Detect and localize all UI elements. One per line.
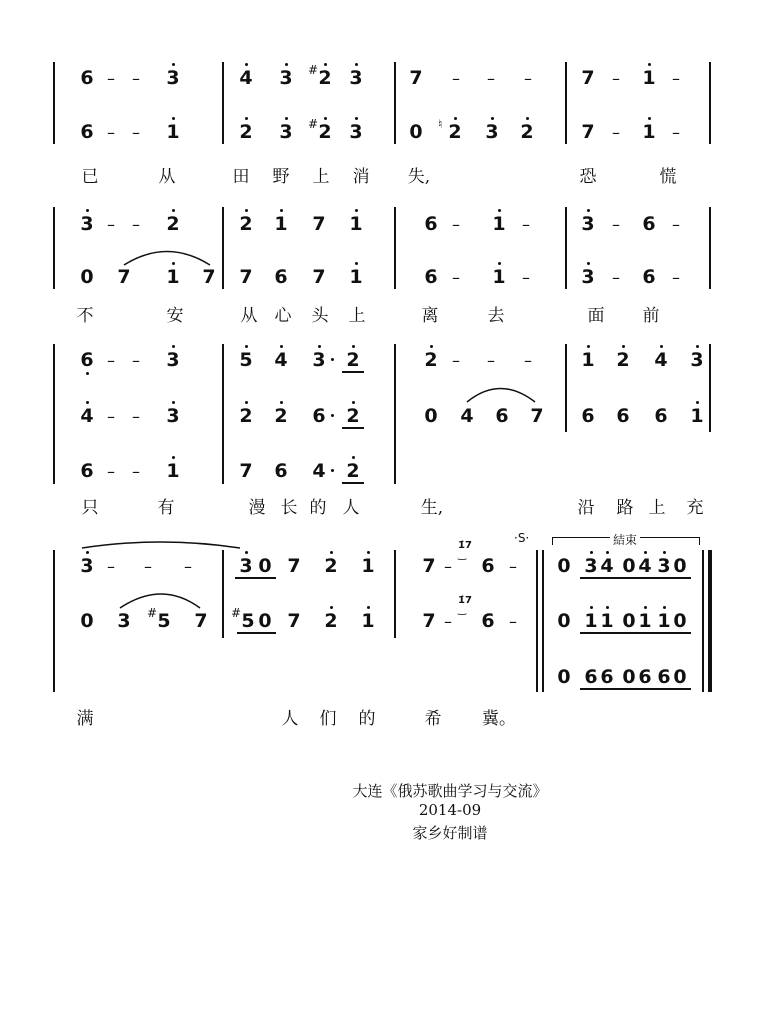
note: 6 <box>424 266 438 288</box>
note: 3 <box>345 123 367 142</box>
dash: – <box>444 612 452 631</box>
note: 2 <box>342 351 364 373</box>
note: 4 <box>270 351 292 370</box>
dash: – <box>524 69 532 88</box>
dash: – <box>107 462 115 481</box>
lyric-syllable: 上 <box>648 498 666 518</box>
dash: – <box>452 268 460 287</box>
credit-date: 2014-09 <box>418 801 482 819</box>
note: 1 <box>638 123 660 142</box>
note: 0 <box>80 610 94 632</box>
dash: – <box>509 612 517 631</box>
note: 3 <box>308 351 330 370</box>
note: 3 <box>162 351 184 370</box>
note: 7 <box>312 266 326 288</box>
lyric-syllable: 头 <box>311 306 329 326</box>
lyric-syllable: 消 <box>352 167 370 187</box>
dash: – <box>672 123 680 142</box>
note: 6 <box>642 266 656 288</box>
note: 7 <box>202 266 216 288</box>
note: 4 <box>235 69 257 88</box>
note: 6 <box>274 460 288 482</box>
lyric-syllable: 人 <box>281 709 299 729</box>
note: 7 <box>287 555 301 577</box>
note: 1 <box>162 462 184 481</box>
dash: – <box>184 557 192 576</box>
note: 6 <box>76 351 98 370</box>
note: 2 <box>342 407 364 429</box>
note: 1 <box>357 557 379 576</box>
dash: – <box>132 215 140 234</box>
note: 0 <box>557 610 571 632</box>
note: 1 <box>488 268 510 287</box>
note: ♮ 2 <box>438 117 462 143</box>
note: 0 <box>618 668 640 690</box>
note: 6 <box>581 405 595 427</box>
note: 2 <box>235 407 257 426</box>
note: 0 <box>254 557 276 579</box>
note: 2 <box>270 407 292 426</box>
note: 1 <box>577 351 599 370</box>
note: 0 <box>424 405 438 427</box>
dash: – <box>612 69 620 88</box>
note: 0 <box>557 555 571 577</box>
note: 1 <box>686 407 708 426</box>
slur <box>467 389 535 403</box>
note: 6 <box>481 555 495 577</box>
note: 2 <box>612 351 634 370</box>
lyric-syllable: 生, <box>420 498 444 518</box>
note: 1 <box>634 612 656 634</box>
note: 4 <box>650 351 672 370</box>
note: 6 <box>80 121 94 143</box>
lyric-syllable: 前 <box>642 306 660 326</box>
note: 0 <box>80 266 94 288</box>
dash: – <box>132 351 140 370</box>
note: 6 <box>80 67 94 89</box>
lyric-syllable: 希 <box>424 709 442 729</box>
note: 7 <box>312 213 326 235</box>
note: # 5 <box>147 606 171 632</box>
dash: – <box>524 351 532 370</box>
slur <box>120 594 200 608</box>
note: 3 <box>162 407 184 426</box>
note: 1 <box>162 123 184 142</box>
dash: – <box>612 268 620 287</box>
dash: – <box>107 215 115 234</box>
lyric-syllable: 上 <box>312 167 330 187</box>
note: 7 <box>422 555 436 577</box>
note: 1 <box>596 612 618 634</box>
note: 3 <box>275 69 297 88</box>
note: 6 <box>642 213 656 235</box>
note: 3 <box>76 557 98 576</box>
lyric-syllable: 失, <box>407 167 431 187</box>
lyric-syllable: 安 <box>166 306 184 326</box>
dash: – <box>672 268 680 287</box>
note: 7 <box>409 67 423 89</box>
note: 0 <box>618 612 640 634</box>
lyric-syllable: 充 <box>686 498 704 518</box>
lyric-syllable: 从 <box>158 167 176 187</box>
slur <box>82 542 240 548</box>
note: 7 <box>117 266 131 288</box>
note: 1 <box>270 215 292 234</box>
lyric-syllable: 从 <box>240 306 258 326</box>
note: 1 <box>638 69 660 88</box>
note: 3 <box>76 215 98 234</box>
lyric-syllable: 去 <box>487 306 505 326</box>
note: # 2 <box>308 63 332 89</box>
note: 6 <box>653 668 675 690</box>
dash: – <box>132 462 140 481</box>
note: 7 <box>239 460 253 482</box>
dash: – <box>522 268 530 287</box>
note: 7 <box>581 121 595 143</box>
lyric-syllable: 沿 <box>577 498 595 518</box>
note: # 2 <box>308 117 332 143</box>
lyric-syllable: 田 <box>232 167 250 187</box>
dash: – <box>444 557 452 576</box>
note: 1 <box>162 268 184 287</box>
lyric-syllable: 慌 <box>659 167 677 187</box>
note: 7 <box>194 610 208 632</box>
note: 3 <box>686 351 708 370</box>
dash: – <box>487 69 495 88</box>
credit-source: 大连《俄苏歌曲学习与交流》 <box>352 782 548 800</box>
dash: – <box>452 69 460 88</box>
note: 0 <box>669 557 691 579</box>
note: 3 <box>481 123 503 142</box>
grace-notes: 1̇7 ‿ <box>458 595 472 616</box>
lyric-syllable: 长 <box>280 498 298 518</box>
lyric-syllable: 冀。 <box>482 709 516 729</box>
note: 1 <box>488 215 510 234</box>
note: 4 <box>460 405 474 427</box>
note: 6 <box>616 405 630 427</box>
note: 0 <box>618 557 640 579</box>
note: 6 <box>495 405 509 427</box>
lyric-syllable: 有 <box>157 498 175 518</box>
lyric-syllable: 只 <box>81 498 99 518</box>
lyric-syllable: 路 <box>616 498 634 518</box>
dash: – <box>107 351 115 370</box>
note: 6 <box>308 407 330 426</box>
note: 6 <box>634 668 656 690</box>
lyric-syllable: 的 <box>358 709 376 729</box>
note: 7 <box>581 67 595 89</box>
dash: – <box>132 407 140 426</box>
note: 1 <box>653 612 675 634</box>
note: 2 <box>320 557 342 576</box>
dash: – <box>672 69 680 88</box>
note: 2 <box>235 215 257 234</box>
lyric-syllable: 满 <box>76 709 94 729</box>
note: 7 <box>422 610 436 632</box>
lyric-syllable: 恐 <box>579 167 597 187</box>
note: 2 <box>320 612 342 631</box>
note: 6 <box>481 610 495 632</box>
note: 3 <box>235 557 257 579</box>
dash: – <box>132 123 140 142</box>
lyric-syllable: 上 <box>348 306 366 326</box>
note: 3 <box>577 268 599 287</box>
lyric-syllable: 人 <box>342 498 360 518</box>
note: 2 <box>342 462 364 484</box>
note: 2 <box>420 351 442 370</box>
note: 4 <box>596 557 618 579</box>
note: 1 <box>357 612 379 631</box>
dash: – <box>487 351 495 370</box>
note: 6 <box>580 668 602 690</box>
lyric-syllable: 面 <box>587 306 605 326</box>
dash: – <box>612 123 620 142</box>
note: 0 <box>254 612 276 634</box>
lyric-syllable: 离 <box>421 306 439 326</box>
note: 3 <box>653 557 675 579</box>
note: 0 <box>557 666 571 688</box>
dash: – <box>452 351 460 370</box>
lyric-syllable: 的 <box>309 498 327 518</box>
dash: – <box>509 557 517 576</box>
credit-author: 家乡好制谱 <box>412 824 488 842</box>
dash: – <box>107 69 115 88</box>
lyric-syllable: 已 <box>81 167 99 187</box>
note: 3 <box>117 610 131 632</box>
note: 0 <box>409 121 423 143</box>
note: 0 <box>669 668 691 690</box>
note: 3 <box>162 69 184 88</box>
note: 7 <box>287 610 301 632</box>
note: 1 <box>345 268 367 287</box>
grace-notes: 1̇7 ‿ <box>458 540 472 561</box>
note: 6 <box>654 405 668 427</box>
note: 3 <box>275 123 297 142</box>
note: 6 <box>424 213 438 235</box>
note: 1 <box>345 215 367 234</box>
segno-sign: ·S· <box>514 531 530 545</box>
dash: – <box>672 215 680 234</box>
ending-label: 結束 <box>610 531 640 548</box>
note: 6 <box>80 460 94 482</box>
dash: – <box>612 215 620 234</box>
dash: – <box>107 557 115 576</box>
note: 3 <box>345 69 367 88</box>
dash: – <box>452 215 460 234</box>
note: 2 <box>516 123 538 142</box>
note: 0 <box>669 612 691 634</box>
lyric-syllable: 野 <box>272 167 290 187</box>
note: 3 <box>577 215 599 234</box>
lyric-syllable: 不 <box>76 306 94 326</box>
note: 4 <box>634 557 656 579</box>
lyric-syllable: 漫 <box>248 498 266 518</box>
note: 6 <box>596 668 618 690</box>
note: 6 <box>274 266 288 288</box>
dash: – <box>107 123 115 142</box>
note: 3 <box>580 557 602 579</box>
slur <box>124 252 210 266</box>
dash: – <box>144 557 152 576</box>
note: 4 <box>308 462 330 481</box>
note: 2 <box>162 215 184 234</box>
note: 4 <box>76 407 98 426</box>
note: 1 <box>580 612 602 634</box>
note: 5 <box>235 351 257 370</box>
lyric-syllable: 心 <box>274 306 292 326</box>
dash: – <box>522 215 530 234</box>
dash: – <box>107 407 115 426</box>
note: 7 <box>530 405 544 427</box>
note: # 5 <box>237 612 259 634</box>
dash: – <box>132 69 140 88</box>
lyric-syllable: 们 <box>319 709 337 729</box>
note: 7 <box>239 266 253 288</box>
note: 2 <box>235 123 257 142</box>
